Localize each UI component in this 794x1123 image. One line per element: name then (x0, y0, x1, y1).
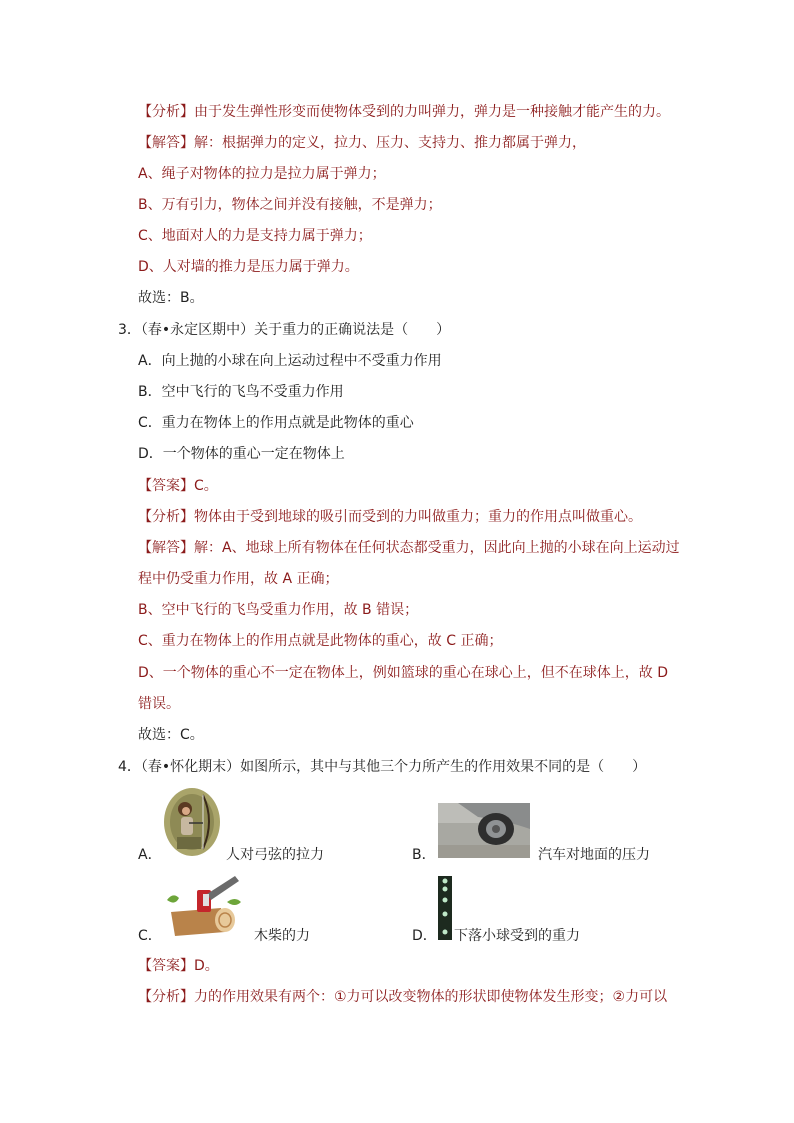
q4-option-d-text: 下落小球受到的重力 (454, 928, 580, 944)
q3-line-b: B、空中飞行的飞鸟受重力作用，故 B 错误； (138, 602, 419, 618)
analysis-text: 由于发生弹性形变而使物体受到的力叫弹力，弹力是一种接触才能产生的力。 (194, 104, 670, 120)
q2-choice: 故选：B。 (138, 290, 204, 306)
q2-line-d: D、人对墙的推力是压力属于弹力。 (138, 259, 359, 275)
q3-option-a: A．向上抛的小球在向上运动过程中不受重力作用 (138, 353, 442, 369)
q3-analysis (138, 507, 642, 527)
q3-line-d: D、一个物体的重心不一定在物体上，例如篮球的重心在球心上，但不在球体上，故 D (138, 665, 669, 681)
q3-solve (138, 538, 680, 558)
q2-solve (138, 133, 586, 153)
q2-analysis (138, 102, 670, 122)
q4-answer (138, 956, 219, 976)
q4-option-d-letter: D． (412, 928, 437, 944)
q3-line-c: C、重力在物体上的作用点就是此物体的重心，故 C 正确； (138, 633, 503, 649)
answer-text: D。 (194, 958, 219, 974)
q3-line-d-cont: 错误。 (138, 696, 180, 712)
axe-log-image (163, 872, 243, 940)
car-wheel-image (438, 803, 530, 858)
q4-option-a-letter: A． (138, 847, 162, 863)
q4-option-b-letter: B． (412, 847, 436, 863)
solve-tag: 【解答】 (138, 540, 194, 556)
q3-option-b: B．空中飞行的飞鸟不受重力作用 (138, 384, 344, 400)
solve-text: 解：根据弹力的定义，拉力、压力、支持力、推力都属于弹力， (194, 135, 586, 151)
q4-option-b-text: 汽车对地面的压力 (538, 847, 650, 863)
q4-option-a-text: 人对弓弦的拉力 (226, 847, 324, 863)
analysis-text: 物体由于受到地球的吸引而受到的力叫做重力；重力的作用点叫做重心。 (194, 509, 642, 525)
q2-line-a: A、绳子对物体的拉力是拉力属于弹力； (138, 166, 386, 182)
answer-text: C。 (194, 478, 218, 494)
answer-tag: 【答案】 (138, 958, 194, 974)
archer-image (163, 787, 221, 857)
analysis-text: 力的作用效果有两个：①力可以改变物体的形状即使物体发生形变；②力可以 (194, 989, 668, 1005)
q3-option-c: C．重力在物体上的作用点就是此物体的重心 (138, 415, 414, 431)
solve-tag: 【解答】 (138, 135, 194, 151)
q4-stem: 4．（春•怀化期末）如图所示，其中与其他三个力所产生的作用效果不同的是（ ） (118, 759, 647, 775)
analysis-tag: 【分析】 (138, 509, 194, 525)
solve-text-1: 解：A、地球上所有物体在任何状态都受重力，因此向上抛的小球在向上运动过 (194, 540, 680, 556)
falling-ball-image (438, 876, 452, 940)
q4-option-c-letter: C． (138, 928, 162, 944)
analysis-tag: 【分析】 (138, 104, 194, 120)
q4-analysis (138, 987, 667, 1007)
analysis-tag: 【分析】 (138, 989, 194, 1005)
answer-tag: 【答案】 (138, 478, 194, 494)
q2-line-b: B、万有引力，物体之间并没有接触，不是弹力； (138, 197, 442, 213)
q3-option-d: D．一个物体的重心一定在物体上 (138, 446, 345, 462)
q3-solve-cont: 程中仍受重力作用，故 A 正确； (138, 571, 339, 587)
q3-answer (138, 476, 218, 496)
q3-choice: 故选：C。 (138, 727, 204, 743)
q2-line-c: C、地面对人的力是支持力属于弹力； (138, 228, 372, 244)
q3-stem: 3．（春•永定区期中）关于重力的正确说法是（ ） (118, 322, 451, 338)
q4-option-c-text: 木柴的力 (254, 928, 310, 944)
